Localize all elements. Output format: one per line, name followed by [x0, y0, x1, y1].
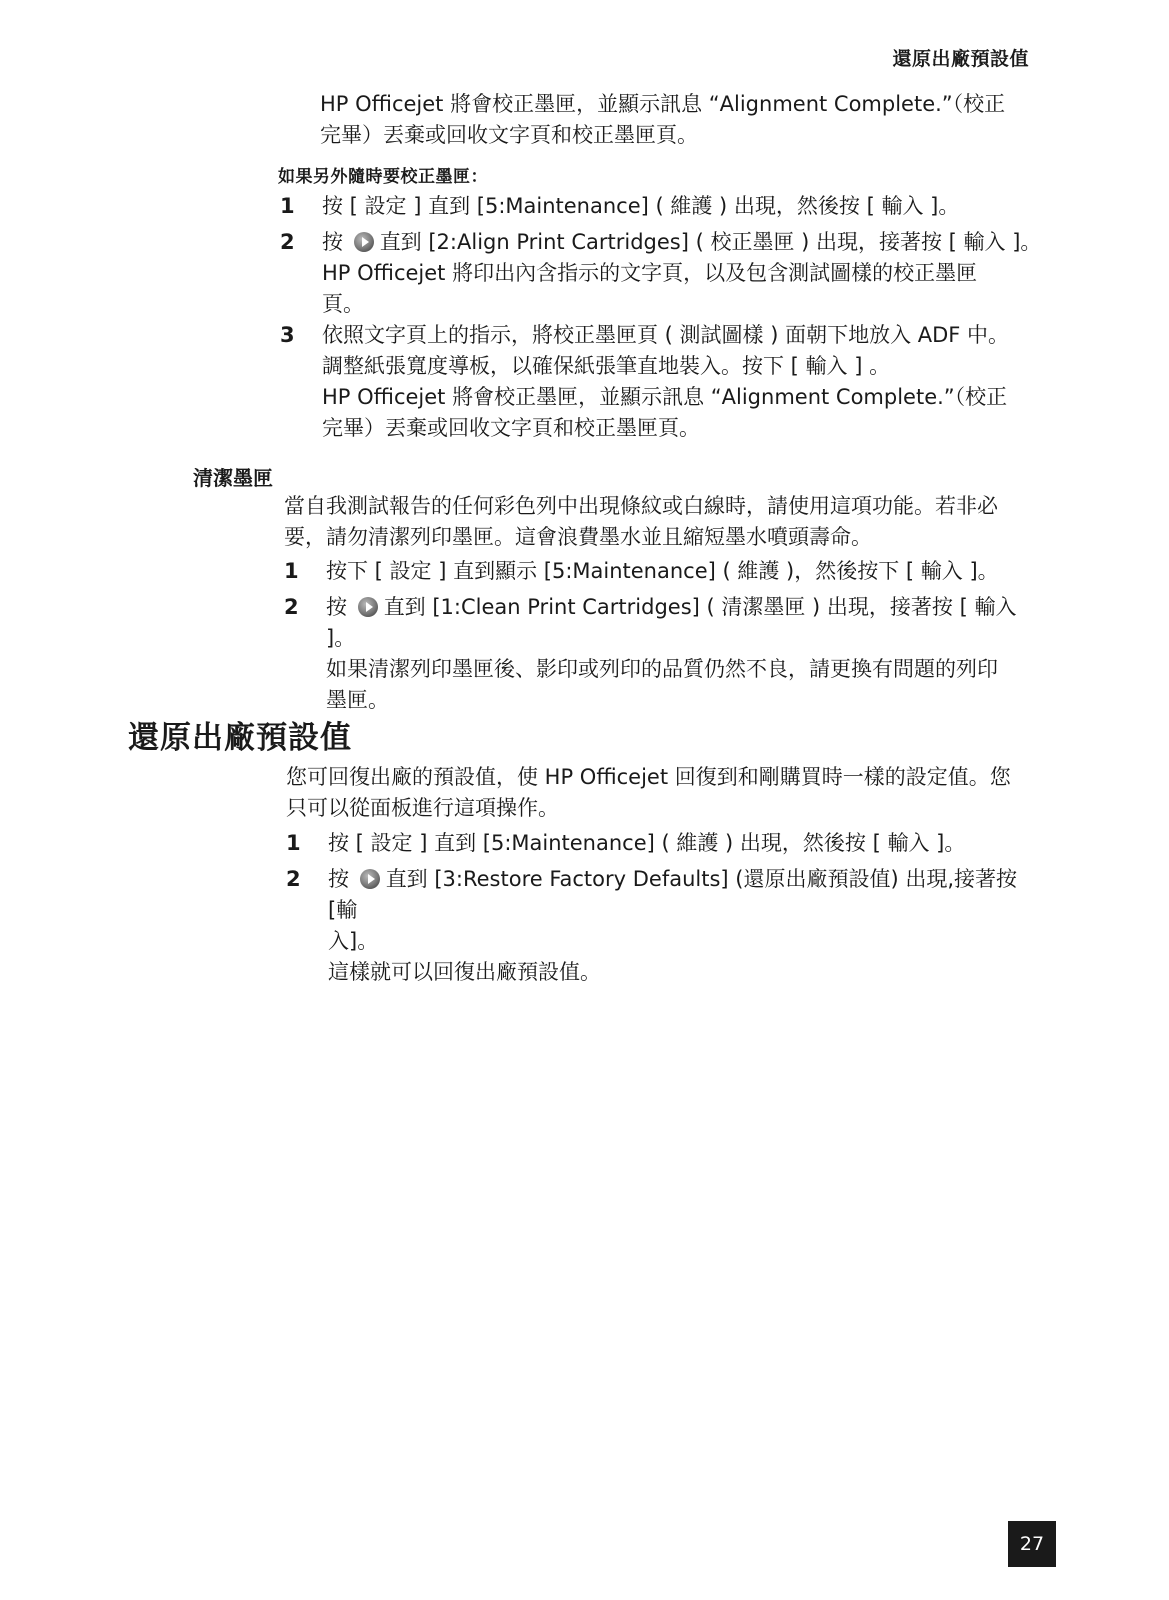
step-number: 1 [286, 831, 301, 855]
paragraph-line: 只可以從面板進行這項操作。 [286, 796, 559, 820]
step-number: 2 [280, 230, 295, 254]
clean-intro [284, 491, 1044, 553]
arrow-button-icon [358, 597, 378, 617]
step-text: 墨匣。 [326, 688, 389, 712]
step-text: HP Officejet 將會校正墨匣，並顯示訊息 “Alignment Complete.”（校正 [322, 385, 1008, 409]
paragraph-line: HP Officejet 將會校正墨匣，並顯示訊息 “Alignment Complete.”（校正 [320, 92, 1006, 116]
step-text-post: 直到 [2:Align Print Cartridges] ( 校正墨匣 ) 出現，接著按 [ 輸入 ]。 [379, 230, 1042, 254]
align-subheading: 如果另外隨時要校正墨匣： [278, 167, 488, 187]
step-text: 調整紙張寬度導板，以確保紙張筆直地裝入。按下 [ 輸入 ] 。 [322, 354, 891, 378]
clean-section-heading: 清潔墨匣 [193, 466, 273, 490]
step-number: 2 [284, 595, 299, 619]
paragraph-line: 要，請勿清潔列印墨匣。這會浪費墨水並且縮短墨水噴頭壽命。 [284, 525, 872, 549]
top-continuation [320, 89, 1005, 151]
step-text: HP Officejet 將印出內含指示的文字頁，以及包含測試圖樣的校正墨匣 [322, 261, 978, 285]
step-number: 2 [286, 867, 301, 891]
step-text [322, 227, 1042, 258]
running-header: 還原出廠預設值 [892, 48, 1029, 70]
step-text-pre: 按 [322, 230, 343, 254]
paragraph-line: 您可回復出廠的預設值，使 HP Officejet 回復到和剛購買時一樣的設定值。您 [286, 765, 1011, 789]
step-text: 頁。 [322, 292, 364, 316]
paragraph-line: 當自我測試報告的任何彩色列中出現條紋或白線時，請使用這項功能。若非必 [284, 494, 998, 518]
step-text: 依照文字頁上的指示，將校正墨匣頁 ( 測試圖樣 ) 面朝下地放入 ADF 中。 [322, 323, 1010, 347]
step-text [326, 592, 1046, 654]
arrow-button-icon [354, 232, 374, 252]
step-text: 如果清潔列印墨匣後、影印或列印的品質仍然不良，請更換有問題的列印 [326, 657, 998, 681]
restore-intro [286, 762, 1046, 824]
step-text: 這樣就可以回復出廠預設值。 [328, 960, 601, 984]
step-text-pre: 按 [326, 595, 347, 619]
step-number: 1 [280, 194, 295, 218]
step-text-pre: 按 [328, 867, 349, 891]
step-number: 1 [284, 559, 299, 583]
step-text: 按 [ 設定 ] 直到 [5:Maintenance] ( 維護 ) 出現，然後按 [ 輸入 ]。 [328, 831, 966, 855]
page-number: 27 [1008, 1521, 1056, 1567]
paragraph-line: 完畢）丟棄或回收文字頁和校正墨匣頁。 [320, 123, 698, 147]
step-text [328, 864, 1048, 926]
step-text: 按 [ 設定 ] 直到 [5:Maintenance] ( 維護 ) 出現，然後按 [ 輸入 ]。 [322, 194, 960, 218]
arrow-button-icon [360, 869, 380, 889]
step-text-post: 直到 [1:Clean Print Cartridges] ( 清潔墨匣 ) 出現，接著按 [ 輸入 ]。 [326, 595, 1017, 650]
step-text-post: 直到 [3:Restore Factory Defaults] (還原出廠預設值) 出現,接著按 [輸 [328, 867, 1018, 922]
step-text: 按下 [ 設定 ] 直到顯示 [5:Maintenance] ( 維護 )，然後按下 [ 輸入 ]。 [326, 559, 999, 583]
step-text: 完畢）丟棄或回收文字頁和校正墨匣頁。 [322, 416, 700, 440]
restore-section-heading: 還原出廠預設值 [128, 720, 352, 756]
step-text: 入]。 [328, 929, 379, 953]
step-number: 3 [280, 323, 295, 347]
